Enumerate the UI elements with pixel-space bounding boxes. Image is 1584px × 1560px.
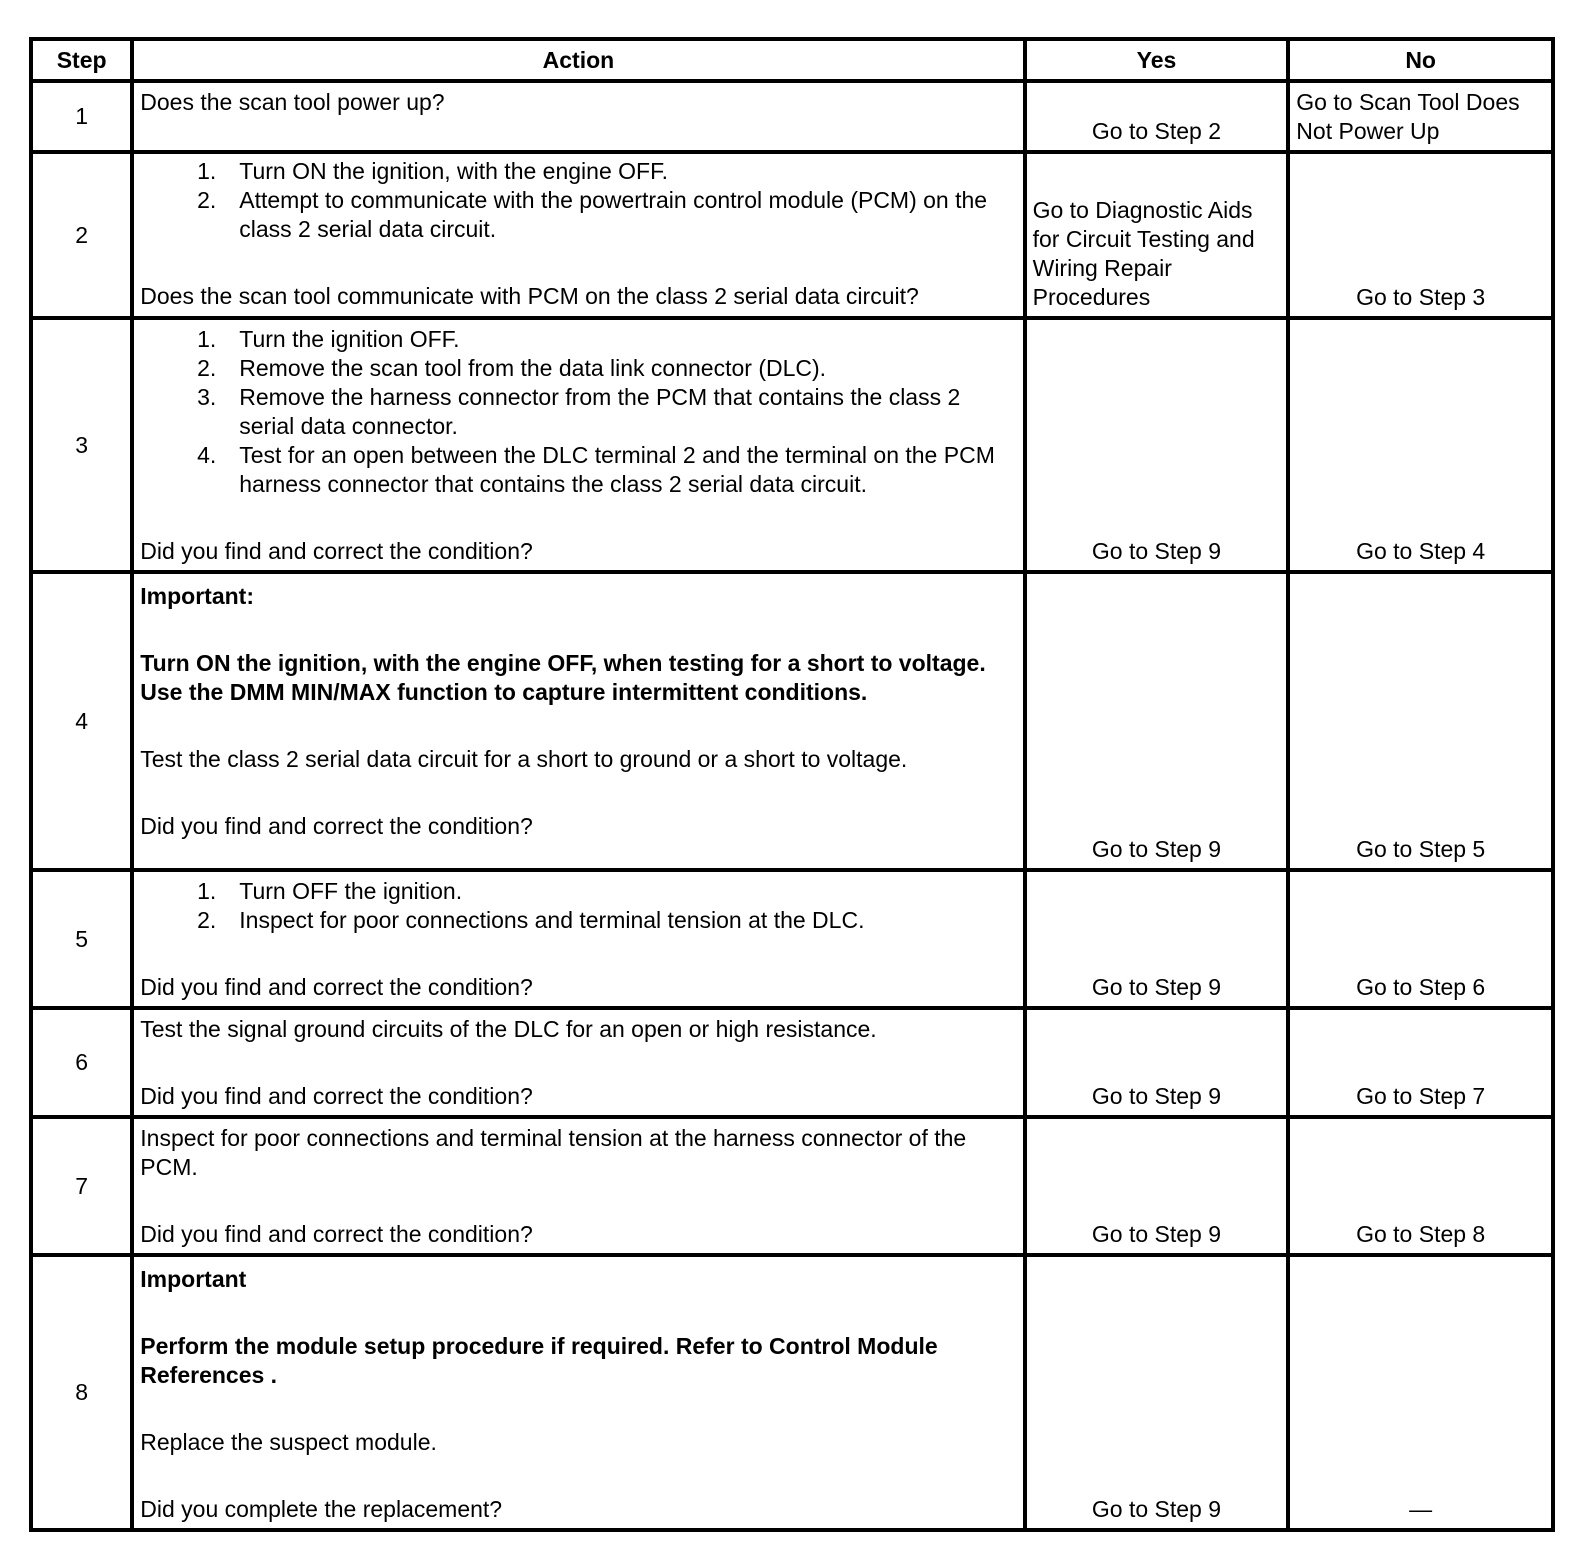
no-cell: Go to Step 4 — [1288, 318, 1553, 572]
step-number: 6 — [31, 1008, 132, 1117]
question: Does the scan tool communicate with PCM on the class 2 serial data circuit? — [140, 283, 919, 309]
action-cell — [132, 152, 1024, 318]
list-item: 1. Turn OFF the ignition. — [197, 878, 463, 904]
no-cell: Go to Step 7 — [1288, 1008, 1553, 1117]
yes-cell: Go to Step 9 — [1025, 1117, 1289, 1255]
list-item: 2. Remove the scan tool from the data link connector (DLC). — [197, 355, 827, 381]
no-cell: Go to Step 8 — [1288, 1117, 1553, 1255]
action-cell — [132, 318, 1024, 572]
table-row — [31, 870, 1553, 1008]
no-cell: Go to Step 5 — [1288, 572, 1553, 870]
important-note: Perform the module setup procedure if required. Refer to Control Module References . — [140, 1333, 938, 1388]
yes-cell: Go to Step 2 — [1025, 81, 1289, 152]
question: Did you find and correct the condition? — [140, 1083, 533, 1109]
table-row — [31, 152, 1553, 318]
spacer — [140, 244, 1018, 282]
no-cell: — — [1288, 1255, 1553, 1530]
action-steps-list — [140, 157, 1018, 244]
question: Did you find and correct the condition? — [140, 813, 533, 839]
action-cell — [132, 81, 1024, 152]
no-cell: Go to Scan Tool Does Not Power Up — [1288, 81, 1553, 152]
question: Did you find and correct the condition? — [140, 1221, 533, 1247]
list-item: 1. Turn the ignition OFF. — [197, 326, 460, 352]
important-note: Turn ON the ignition, with the engine OFF, when testing for a short to voltage. Use the DMM MIN/MAX function to capture intermittent conditions. — [140, 650, 986, 705]
yes-cell: Go to Step 9 — [1025, 1255, 1289, 1530]
step-number: 3 — [31, 318, 132, 572]
action-cell — [132, 1117, 1024, 1255]
header-action: Action — [132, 39, 1024, 81]
list-item: 2. Attempt to communicate with the powertrain control module (PCM) on the class 2 serial data circuit. — [197, 187, 988, 242]
list-item: 4. Test for an open between the DLC terminal 2 and the terminal on the PCM harness connector that contains the class 2 serial data circuit. — [197, 442, 995, 497]
list-item: 2. Inspect for poor connections and terminal tension at the DLC. — [197, 907, 865, 933]
spacer — [140, 935, 1018, 973]
spacer — [140, 1294, 1018, 1332]
yes-cell: Go to Step 9 — [1025, 1008, 1289, 1117]
step-number: 8 — [31, 1255, 132, 1530]
spacer — [140, 774, 1018, 812]
spacer — [140, 1044, 1018, 1082]
table-row — [31, 572, 1553, 870]
important-label: Important — [140, 1266, 247, 1292]
instruction: Inspect for poor connections and terminal tension at the harness connector of the PCM. — [140, 1125, 967, 1180]
spacer — [140, 1457, 1018, 1495]
action-steps-list — [140, 325, 1018, 499]
question: Did you complete the replacement? — [140, 1496, 503, 1522]
step-number: 5 — [31, 870, 132, 1008]
spacer — [140, 611, 1018, 649]
question: Did you find and correct the condition? — [140, 974, 533, 1000]
header-step: Step — [31, 39, 132, 81]
step-number: 1 — [31, 81, 132, 152]
table-row — [31, 1008, 1553, 1117]
question: Did you find and correct the condition? — [140, 538, 533, 564]
step-number: 2 — [31, 152, 132, 318]
table-row — [31, 81, 1553, 152]
action-steps-list — [140, 877, 1018, 935]
question: Does the scan tool power up? — [140, 89, 445, 115]
action-cell — [132, 1008, 1024, 1117]
spacer — [140, 707, 1018, 745]
instruction: Test the class 2 serial data circuit for a short to ground or a short to voltage. — [140, 746, 908, 772]
step-number: 7 — [31, 1117, 132, 1255]
yes-cell: Go to Diagnostic Aids for Circuit Testing and Wiring Repair Procedures — [1025, 152, 1289, 318]
action-cell — [132, 572, 1024, 870]
header-no: No — [1288, 39, 1553, 81]
spacer — [140, 1182, 1018, 1220]
table-row — [31, 1117, 1553, 1255]
yes-cell: Go to Step 9 — [1025, 870, 1289, 1008]
action-cell — [132, 870, 1024, 1008]
list-item: 3. Remove the harness connector from the PCM that contains the class 2 serial data connector. — [197, 384, 961, 439]
instruction: Replace the suspect module. — [140, 1429, 437, 1455]
spacer — [140, 1390, 1018, 1428]
table-row — [31, 1255, 1553, 1530]
instruction: Test the signal ground circuits of the DLC for an open or high resistance. — [140, 1016, 877, 1042]
diagnostic-table — [29, 37, 1555, 1532]
list-item: 1. Turn ON the ignition, with the engine OFF. — [197, 158, 668, 184]
yes-cell: Go to Step 9 — [1025, 318, 1289, 572]
no-cell: Go to Step 6 — [1288, 870, 1553, 1008]
important-label: Important: — [140, 583, 254, 609]
header-yes: Yes — [1025, 39, 1289, 81]
table-row — [31, 318, 1553, 572]
no-cell: Go to Step 3 — [1288, 152, 1553, 318]
header-row — [31, 39, 1553, 81]
spacer — [140, 499, 1018, 537]
action-cell — [132, 1255, 1024, 1530]
yes-cell: Go to Step 9 — [1025, 572, 1289, 870]
step-number: 4 — [31, 572, 132, 870]
